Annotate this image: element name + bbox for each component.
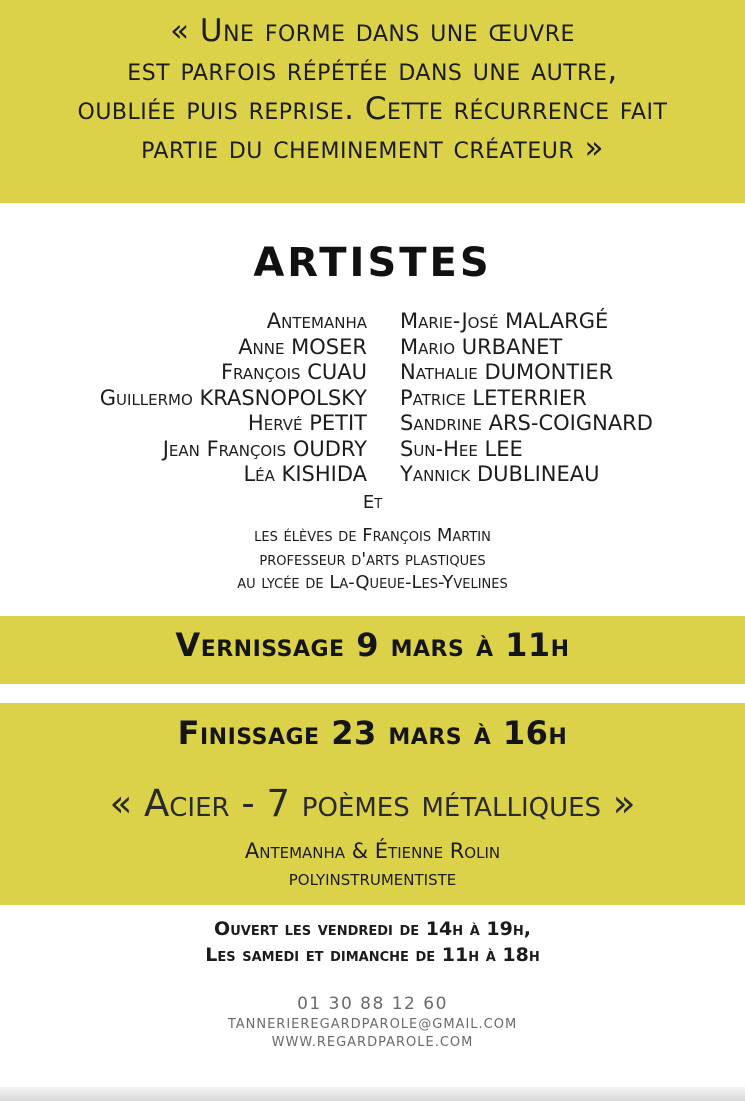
artists-right-column <box>400 309 653 488</box>
quote-band <box>0 0 745 203</box>
artist-name: Sun-Hee LEE <box>400 436 523 461</box>
quote-line: partie du cheminement créateur » <box>141 130 604 166</box>
performers <box>0 838 745 892</box>
quote <box>0 12 745 168</box>
email-link[interactable]: TANNERIEREGARDPAROLE@GMAIL.COM <box>227 1017 518 1032</box>
hours-line: Les samedi et dimanche de 11h à 18h <box>205 944 540 966</box>
artist-name: Mario URBANET <box>400 334 563 359</box>
artist-name: Jean François OUDRY <box>162 436 367 461</box>
opening-hours <box>0 916 745 968</box>
artist-name: Yannick DUBLINEAU <box>400 462 600 486</box>
students-credit <box>0 524 745 595</box>
artist-name: Patrice LETERRIER <box>400 385 587 410</box>
website-link[interactable]: WWW.REGARDPAROLE.COM <box>271 1035 474 1050</box>
quote-line: oubliée puis reprise. Cette récurrence fait <box>77 91 668 127</box>
artist-name: François CUAU <box>220 360 367 384</box>
students-line: professeur d'arts plastiques <box>259 548 486 570</box>
phone-number: 01 30 88 12 60 <box>297 994 448 1014</box>
artists-left-column <box>100 309 367 488</box>
artist-name: Hervé PETIT <box>247 411 367 435</box>
artist-name: Nathalie DUMONTIER <box>400 360 614 384</box>
page-edge-shadow <box>0 1087 745 1101</box>
performer-role: polyinstrumentiste <box>288 866 457 890</box>
poem-title: « Acier - 7 poèmes métalliques » <box>109 782 636 825</box>
artist-name: Antemanha <box>266 309 367 333</box>
vernissage-title: Vernissage 9 mars à 11h <box>175 626 570 664</box>
students-line: au lycée de La-Queue-Les-Yvelines <box>237 572 508 593</box>
artist-name: Anne MOSER <box>238 334 367 359</box>
quote-line: « Une forme dans une œuvre <box>170 13 575 49</box>
and-label: Et <box>362 492 383 513</box>
students-line: les élèves de François Martin <box>254 525 491 546</box>
artist-name: Guillermo KRASNOPOLSKY <box>99 385 367 410</box>
artist-name: Marie-José MALARGÉ <box>400 309 609 333</box>
artists-heading: ARTISTES <box>253 240 492 286</box>
artist-name: Léa KISHIDA <box>243 462 367 486</box>
quote-line: est parfois répétée dans une autre, <box>127 52 618 88</box>
artist-name: Sandrine ARS-COIGNARD <box>400 411 653 435</box>
contact-block <box>0 992 745 1052</box>
hours-line: Ouvert les vendredi de 14h à 19h, <box>214 918 531 940</box>
finissage-title: Finissage 23 mars à 16h <box>177 714 568 752</box>
performers-names: Antemanha & Étienne Rolin <box>244 839 501 863</box>
